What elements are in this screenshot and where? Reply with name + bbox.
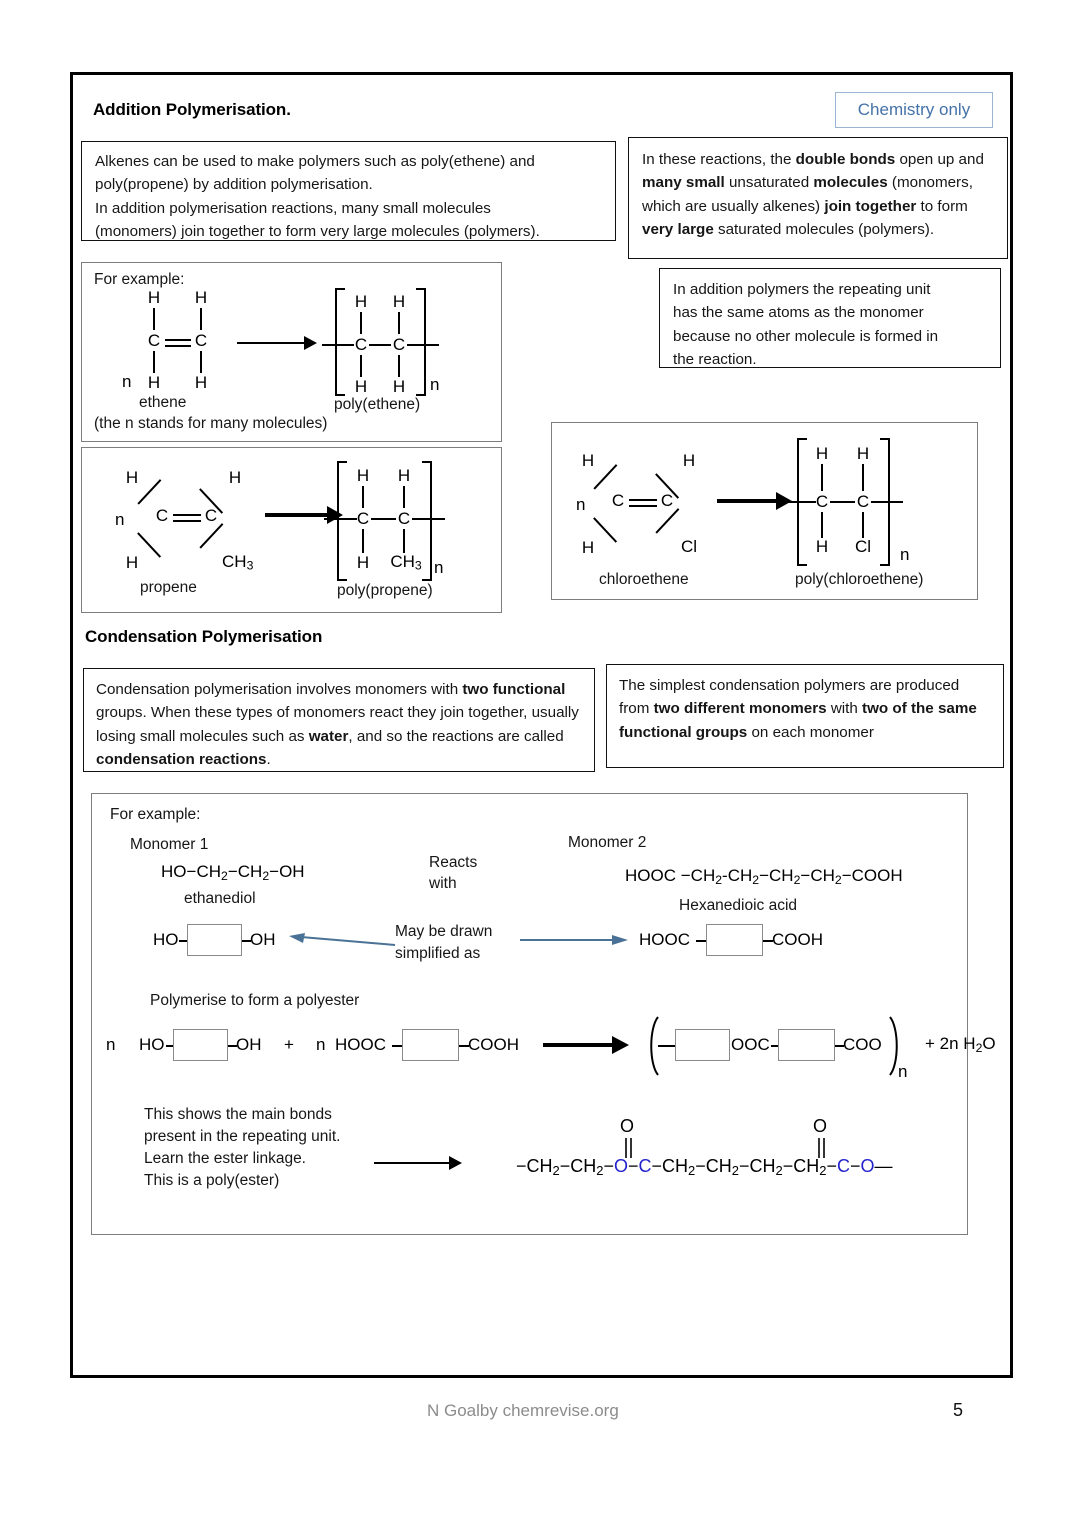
eq-left-unit-box	[173, 1029, 228, 1061]
propene-h-top-left: H	[125, 468, 139, 487]
bracket-right	[416, 288, 426, 396]
ethene-diagram-box	[81, 262, 502, 442]
polyethene-h-top-left: H	[354, 292, 368, 311]
propene-c-left: C	[155, 506, 169, 525]
pp-chain-right	[412, 518, 445, 520]
may-be-drawn-line-2: simplified as	[395, 945, 481, 962]
poly-bond-tr	[398, 312, 400, 334]
simplified-right-arrow	[520, 933, 630, 947]
condensation-for-example-label: For example:	[110, 806, 201, 823]
db-bold-1: double bonds	[795, 151, 896, 168]
chain-c-2: C	[836, 1156, 850, 1176]
chloroethene-n-label: n	[576, 495, 586, 514]
eq-right-unit-box	[402, 1029, 459, 1061]
polypropene-methyl-group	[388, 552, 424, 573]
polyethene-c-right: C	[392, 335, 406, 354]
ethanediol-name: ethanediol	[184, 890, 256, 907]
ru-line-2: has the same atoms as the monomer	[673, 304, 924, 322]
polychloroethene-n-label: n	[900, 545, 910, 564]
ethanediol-formula: $HO-CH_2-CH_2-OH$	[161, 862, 305, 884]
cl-bold-1: two functional	[462, 681, 566, 698]
simplified-right-prefix: HOOC	[639, 930, 690, 949]
monomer-1-label: Monomer 1	[130, 836, 209, 853]
page-frame	[70, 72, 1013, 1378]
simplified-right-suffix: COOH	[772, 930, 823, 949]
double-bond-upper	[165, 339, 191, 341]
polyethene-h-top-right: H	[392, 292, 406, 311]
db-bold-5: very large	[642, 220, 714, 238]
product-ooc-group: OOC	[731, 1035, 770, 1054]
propene-n-label: n	[115, 510, 125, 529]
reacts-with-line-1: Reacts	[429, 854, 478, 871]
chain-o-2: O	[860, 1156, 875, 1176]
polychloroethene-h-top-left: H	[815, 444, 829, 463]
db-text-6: saturated molecules (polymers).	[713, 220, 935, 238]
ester-arrow-head	[449, 1156, 462, 1170]
carbonyl-oxygen-2: O	[813, 1116, 828, 1136]
chloroethene-h-top-left: H	[581, 451, 595, 470]
polymerise-arrow-shaft	[543, 1043, 615, 1047]
intro-line-3: In addition polymerisation reactions, many small molecules	[95, 199, 491, 217]
ethene-footnote: (the n stands for many molecules)	[94, 415, 328, 432]
db-text-4: (monomers, which are usually alkenes)	[642, 174, 973, 215]
cl-bold-2: water	[308, 727, 349, 745]
bond-c-h-br	[200, 351, 202, 373]
pp-bond-cc	[371, 518, 396, 520]
chain-seg-5: —	[874, 1156, 893, 1176]
double-bonds-box	[628, 137, 1008, 259]
propene-double-bond-lower	[173, 520, 201, 522]
chemistry-only-badge: Chemistry only	[835, 92, 993, 128]
propene-diagram-box	[81, 447, 502, 613]
cr-text-3: on each monomer	[747, 723, 874, 741]
cl-text-1: Condensation polymerisation involves monomers with	[96, 681, 463, 698]
poly-chain-right	[407, 344, 439, 346]
simplified-left-unit-box	[187, 924, 242, 956]
chloroethene-h-top-right: H	[682, 451, 696, 470]
condensation-polymerisation-heading: Condensation Polymerisation	[85, 627, 323, 646]
chloroethene-diagram-box	[551, 422, 978, 600]
reaction-arrow-shaft	[237, 342, 307, 344]
propene-h-bottom-left: H	[125, 553, 139, 572]
eq-right-suffix: COOH	[468, 1035, 519, 1054]
eq-n-1: n	[106, 1035, 116, 1054]
chain-seg-2: −	[628, 1156, 639, 1176]
simplified-right-unit-box	[706, 924, 763, 956]
pce-chain-left	[784, 501, 816, 503]
db-text-1: In these reactions, the	[642, 151, 796, 168]
methyl-text-2: $CH_3$	[390, 552, 422, 573]
ethene-h-bottom-left: H	[147, 373, 161, 392]
polypropene-h-top-right: H	[397, 466, 411, 485]
propene-double-bond-upper	[173, 514, 201, 516]
ethene-c-left: C	[147, 331, 161, 350]
propene-bracket-left	[337, 461, 347, 581]
propene-arrow-shaft	[265, 513, 330, 517]
simplified-left-suffix: OH	[250, 930, 276, 949]
monomer-2-label: Monomer 2	[568, 834, 647, 851]
ethene-h-top-right: H	[194, 288, 208, 307]
carbonyl-oxygen-1: O	[620, 1116, 635, 1136]
pp-bond-tr	[403, 486, 405, 508]
polychloroethene-c-left: C	[815, 492, 829, 511]
intro-line-2: poly(propene) by addition polymerisation.	[95, 176, 373, 194]
ester-note-line-1: This shows the main bonds	[144, 1106, 332, 1123]
db-bold-3: molecules	[813, 174, 888, 192]
propene-bond-br	[199, 523, 223, 548]
cl-bold-3: condensation reactions	[96, 750, 267, 768]
carbonyl-double-bond-1	[624, 1138, 633, 1158]
cr-bold-1: two different monomers	[653, 700, 827, 718]
bond-c-h-bl	[153, 351, 155, 373]
polychloroethene-c-right: C	[856, 492, 870, 511]
cl-text-4: .	[266, 750, 271, 768]
pp-bond-br	[403, 529, 405, 553]
poly-bond-tl	[360, 312, 362, 334]
reaction-arrow-head	[304, 336, 317, 350]
condensation-left-box	[83, 668, 595, 772]
may-be-drawn-line-1: May be drawn	[395, 923, 493, 940]
ester-note-line-2: present in the repeating unit.	[144, 1128, 341, 1145]
chain-c-1: C	[638, 1156, 652, 1176]
polypropene-c-left: C	[356, 509, 370, 528]
product-unit-box-2	[778, 1029, 835, 1061]
cl-text-2: groups. When these types of monomers react they join together, usually losing small molecules such as	[96, 704, 579, 745]
poly-bond-bl	[360, 355, 362, 377]
cl-text-3: , and so the reactions are called	[348, 727, 564, 745]
polyethene-n-label: n	[430, 375, 440, 394]
ru-line-1: In addition polymers the repeating unit	[673, 281, 931, 298]
condensation-right-box	[606, 664, 1004, 768]
footer-credit: N Goalby chemrevise.org	[427, 1401, 619, 1420]
intro-line-1: Alkenes can be used to make polymers such as poly(ethene) and	[95, 153, 535, 170]
ethene-n-label: n	[122, 372, 132, 391]
db-text-5: to form	[916, 197, 968, 215]
ce-double-bond-lower	[629, 505, 657, 507]
polychloroethene-name: poly(chloroethene)	[795, 571, 924, 588]
chain-o-1: O	[613, 1156, 628, 1176]
polypropene-h-bottom-left: H	[356, 553, 370, 572]
ce-arrow-shaft	[717, 499, 779, 503]
for-example-label: For example:	[94, 271, 185, 288]
double-bond-lower	[165, 345, 191, 347]
product-coo-group: COO	[843, 1035, 882, 1054]
poly-chain-left	[322, 344, 354, 346]
chloroethene-monomer-name: chloroethene	[599, 571, 689, 588]
condensation-example-box	[91, 793, 996, 1235]
polyethene-c-left: C	[354, 335, 368, 354]
polypropene-n-label: n	[434, 558, 444, 577]
ethene-monomer-name: ethene	[139, 394, 187, 411]
polychloroethene-h-bottom-left: H	[815, 537, 829, 556]
simplified-left-prefix: HO	[153, 930, 179, 949]
product-unit-box-1	[675, 1029, 730, 1061]
ester-note-line-3: Learn the ester linkage.	[144, 1150, 306, 1167]
eq-left-prefix: HO	[139, 1035, 165, 1054]
propene-h-top-right: H	[228, 468, 242, 487]
pce-bond-bl	[821, 512, 823, 538]
water-byproduct: + 2n $H_2O$	[925, 1034, 996, 1056]
pp-bond-bl	[362, 529, 364, 553]
pp-bond-tl	[362, 486, 364, 508]
chloroethene-cl-atom: Cl	[680, 537, 698, 556]
ce-double-bond-upper	[629, 499, 657, 501]
polyethene-h-bottom-right: H	[392, 377, 406, 396]
hexanedioic-acid-name: Hexanedioic acid	[679, 897, 798, 914]
propene-methyl-group	[222, 552, 258, 573]
product-chain-start	[658, 1045, 676, 1047]
eq-plus-sign: +	[284, 1035, 294, 1054]
ce-bond-br	[655, 508, 679, 533]
poly-bond-br	[398, 355, 400, 377]
propene-c-right: C	[204, 506, 218, 525]
chain-seg-1: $-CH_2-CH_2-$	[516, 1156, 614, 1179]
polymerise-arrow-head	[612, 1036, 629, 1054]
repeating-unit-box	[659, 268, 1001, 368]
ester-linkage-chain	[516, 1156, 893, 1178]
reacts-with-line-2: with	[429, 875, 457, 892]
addition-intro-box	[81, 141, 616, 241]
ester-note-line-4: This is a poly(ester)	[144, 1172, 280, 1189]
chloroethene-c-right: C	[660, 491, 674, 510]
poly-bond-cc	[369, 344, 391, 346]
bond-h-c-tl	[153, 308, 155, 330]
pce-chain-right	[871, 501, 903, 503]
footer-page-number: 5	[953, 1400, 964, 1420]
chloroethene-c-left: C	[611, 491, 625, 510]
cr-text-1: The simplest condensation polymers are produced from	[619, 677, 960, 718]
addition-polymerisation-heading: Addition Polymerisation.	[93, 100, 291, 119]
polyethene-name: poly(ethene)	[334, 396, 421, 413]
intro-line-4: (monomers) join together to form very large molecules (polymers).	[95, 222, 540, 240]
eq-left-suffix: OH	[236, 1035, 262, 1054]
db-text-2: open up and	[895, 151, 984, 168]
chain-seg-4: −	[849, 1156, 861, 1176]
ester-arrow-shaft	[374, 1162, 452, 1164]
ru-line-3: because no other molecule is formed in	[673, 327, 939, 345]
ru-line-4: the reaction.	[673, 350, 757, 368]
polychloroethene-h-top-right: H	[856, 444, 870, 463]
methyl-text: $CH_3$	[222, 552, 254, 573]
polypropene-name: poly(propene)	[337, 582, 433, 599]
pce-bond-tl	[821, 464, 823, 491]
chloroethene-h-bottom-left: H	[581, 538, 595, 557]
cr-bold-2: two of the same functional groups	[619, 700, 977, 741]
db-bold-2: many small	[642, 174, 725, 192]
polypropene-c-right: C	[397, 509, 411, 528]
eq-right-prefix: HOOC	[335, 1035, 386, 1054]
cr-text-2: with	[826, 700, 863, 718]
polyethene-h-bottom-left: H	[354, 377, 368, 396]
hexanedioic-acid-formula: HOOC $-CH_2-CH_2-CH_2-CH_2-COOH$	[625, 866, 903, 888]
pp-chain-left	[324, 518, 357, 520]
ethene-h-bottom-right: H	[194, 373, 208, 392]
polychloroethene-cl-atom: Cl	[854, 537, 872, 556]
pce-bond-tr	[862, 464, 864, 491]
simplified-left-arrow	[287, 933, 397, 947]
ethene-h-top-left: H	[147, 288, 161, 307]
propene-monomer-name: propene	[140, 579, 197, 596]
pce-bond-cc	[830, 501, 855, 503]
polymerise-label: Polymerise to form a polyester	[150, 992, 360, 1009]
pce-bond-br	[862, 512, 864, 538]
ethene-c-right: C	[194, 331, 208, 350]
carbonyl-double-bond-2	[817, 1138, 826, 1158]
product-n-label: n	[898, 1062, 908, 1081]
polypropene-h-top-left: H	[356, 466, 370, 485]
chain-seg-3: $-CH_2-CH_2-CH_2-CH_2-$	[651, 1156, 837, 1179]
eq-n-2: n	[316, 1035, 326, 1054]
bond-h-c-tr	[200, 308, 202, 330]
db-bold-4: join together	[824, 197, 917, 215]
bracket-left	[335, 288, 345, 396]
db-text-3: unsaturated	[724, 174, 814, 192]
